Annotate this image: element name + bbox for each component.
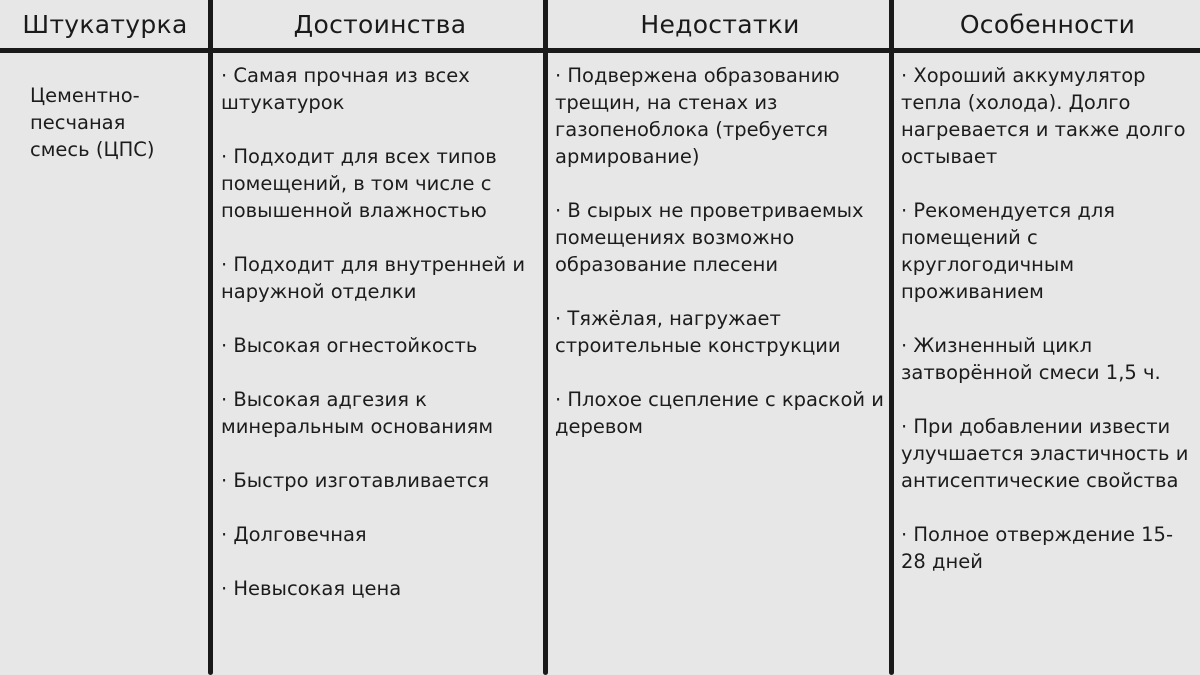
advantage-item: · Подходит для внутренней и наружной отделки — [221, 253, 526, 303]
plaster-type-line: Цементно- — [30, 84, 140, 107]
features-list — [901, 62, 1197, 602]
header-disadvantages: Недостатки — [640, 9, 800, 39]
column-divider-2 — [543, 0, 548, 675]
disadvantage-item: · Плохое сцепление с краской и деревом — [555, 388, 884, 438]
disadvantages-list — [555, 62, 887, 467]
plaster-type-line: песчаная — [30, 111, 126, 134]
feature-item: · Полное отверждение 15-28 дней — [901, 523, 1174, 573]
header-features: Особенности — [959, 9, 1136, 39]
header-divider — [0, 48, 1200, 53]
advantage-item: · Высокая адгезия к минеральным основаниям — [221, 388, 494, 438]
advantage-item: · Самая прочная из всех штукатурок — [221, 64, 470, 114]
column-divider-1 — [208, 0, 213, 675]
header-plaster: Штукатурка — [22, 9, 188, 39]
advantage-item: · Невысокая цена — [221, 577, 402, 600]
feature-item: · При добавлении извести улучшается эластичность и антисептические свойства — [901, 415, 1189, 492]
advantage-item: · Подходит для всех типов помещений, в том числе с повышенной влажностью — [221, 145, 497, 222]
header-advantages: Достоинства — [293, 9, 467, 39]
disadvantage-item: · Тяжёлая, нагружает строительные конструкции — [555, 307, 841, 357]
feature-item: · Хороший аккумулятор тепла (холода). Долго нагревается и также долго остывает — [901, 64, 1186, 168]
advantage-item: · Долговечная — [221, 523, 367, 546]
plaster-type-cell — [30, 82, 200, 163]
plaster-type-line: смесь (ЦПС) — [30, 138, 155, 161]
feature-item: · Жизненный цикл затворённой смеси 1,5 ч. — [901, 334, 1161, 384]
feature-item: · Рекомендуется для помещений с круглогодичным проживанием — [901, 199, 1116, 303]
advantage-item: · Высокая огнестойкость — [221, 334, 478, 357]
advantage-item: · Быстро изготавливается — [221, 469, 490, 492]
advantages-list — [221, 62, 539, 629]
disadvantage-item: · В сырых не проветриваемых помещениях возможно образование плесени — [555, 199, 864, 276]
disadvantage-item: · Подвержена образованию трещин, на стенах из газопеноблока (требуется армирование) — [555, 64, 840, 168]
column-divider-3 — [889, 0, 894, 675]
